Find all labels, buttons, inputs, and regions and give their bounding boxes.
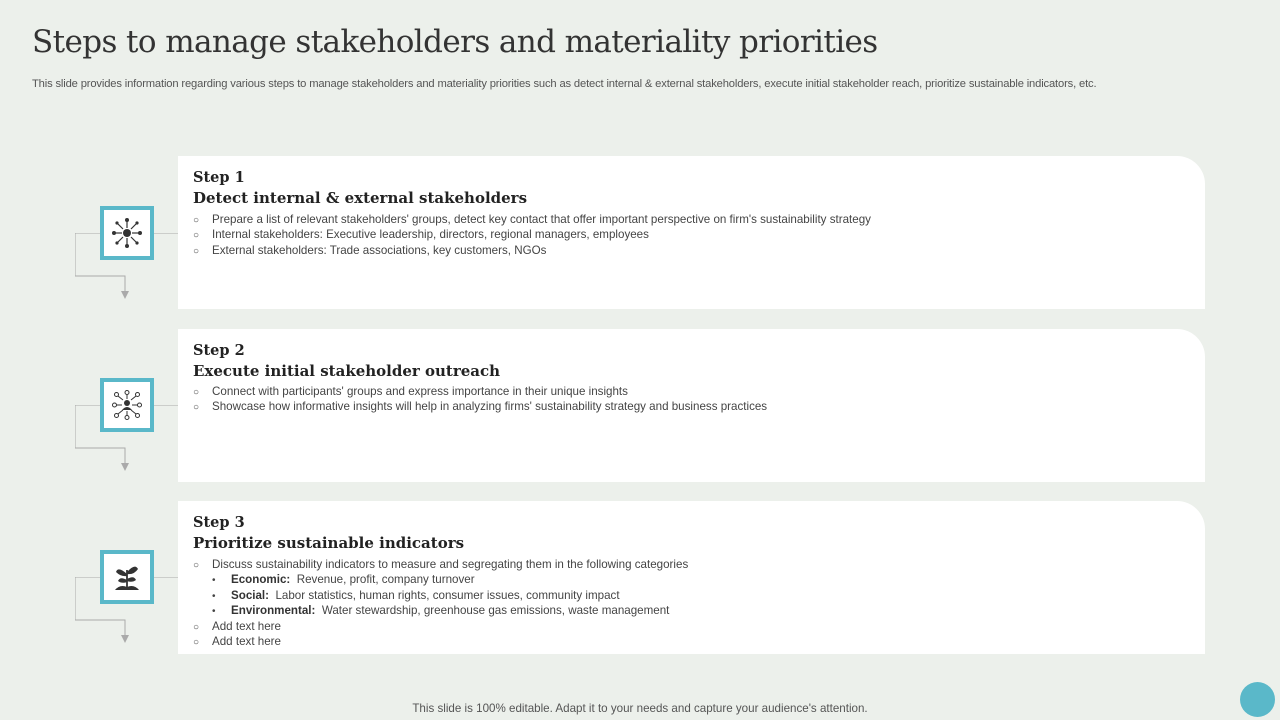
list-item: ○ Discuss sustainability indicators to measure and segregating them in the following categories bbox=[193, 558, 689, 571]
step-2-label: Step 2 bbox=[193, 342, 245, 359]
list-item: ○ Connect with participants' groups and express importance in their unique insights bbox=[193, 385, 628, 398]
category-name: Environmental: bbox=[231, 604, 316, 618]
step-3-bullets bbox=[193, 558, 688, 650]
step-3-card bbox=[178, 501, 1205, 654]
category-item: • Social: Labor statistics, human rights, consumer issues, community impact bbox=[212, 588, 620, 602]
category-text: Water stewardship, greenhouse gas emissions, waste management bbox=[321, 604, 670, 618]
step-2-bullets bbox=[193, 385, 767, 416]
list-item: ○ Internal stakeholders: Executive leadership, directors, regional managers, employees bbox=[193, 228, 649, 242]
step-1-card bbox=[178, 156, 1205, 309]
step-2-heading: Execute initial stakeholder outreach bbox=[193, 362, 501, 380]
step-1-label: Step 1 bbox=[193, 169, 245, 186]
step-2-card bbox=[178, 329, 1205, 482]
list-item: ○ Add text here bbox=[193, 619, 281, 633]
people-network-icon bbox=[112, 390, 142, 420]
step-3-label: Step 3 bbox=[193, 514, 245, 531]
step-1-bullets bbox=[193, 213, 871, 259]
list-item: ○ Showcase how informative insights will help in analyzing firms' sustainability strategy and business practices bbox=[193, 400, 768, 414]
list-item: ○ Prepare a list of relevant stakeholders' groups, detect key contact that offer important perspective on firm's sustainability strategy bbox=[193, 213, 871, 226]
step-3-heading: Prioritize sustainable indicators bbox=[193, 534, 465, 552]
page-title: Steps to manage stakeholders and materiality priorities bbox=[32, 24, 878, 60]
step-3-icon-box bbox=[100, 550, 154, 604]
step-1-heading: Detect internal & external stakeholders bbox=[193, 189, 528, 207]
plant-hand-icon bbox=[112, 562, 142, 592]
page-subtitle: This slide provides information regarding various steps to manage stakeholders and materiality priorities such as detect internal & external stakeholders, execute initial stakeholder reach, prioritize sustainable indicators, etc. bbox=[32, 78, 1097, 90]
category-text: Labor statistics, human rights, consumer issues, community impact bbox=[275, 588, 620, 602]
step-1-icon-box bbox=[100, 206, 154, 260]
step-2-icon-box bbox=[100, 378, 154, 432]
stakeholder-network-icon bbox=[112, 218, 142, 248]
corner-circle-decoration bbox=[1240, 682, 1275, 717]
category-name: Economic: bbox=[231, 573, 291, 587]
category-item: • Economic: Revenue, profit, company turnover bbox=[212, 573, 475, 587]
category-item: • Environmental: Water stewardship, greenhouse gas emissions, waste management bbox=[212, 604, 670, 618]
list-item: ○ Add text here bbox=[193, 635, 281, 649]
category-text: Revenue, profit, company turnover bbox=[296, 573, 475, 587]
footer-note: This slide is 100% editable. Adapt it to your needs and capture your audience's attention. bbox=[412, 702, 868, 715]
list-item: ○ External stakeholders: Trade associations, key customers, NGOs bbox=[193, 243, 547, 257]
category-name: Social: bbox=[231, 588, 270, 602]
